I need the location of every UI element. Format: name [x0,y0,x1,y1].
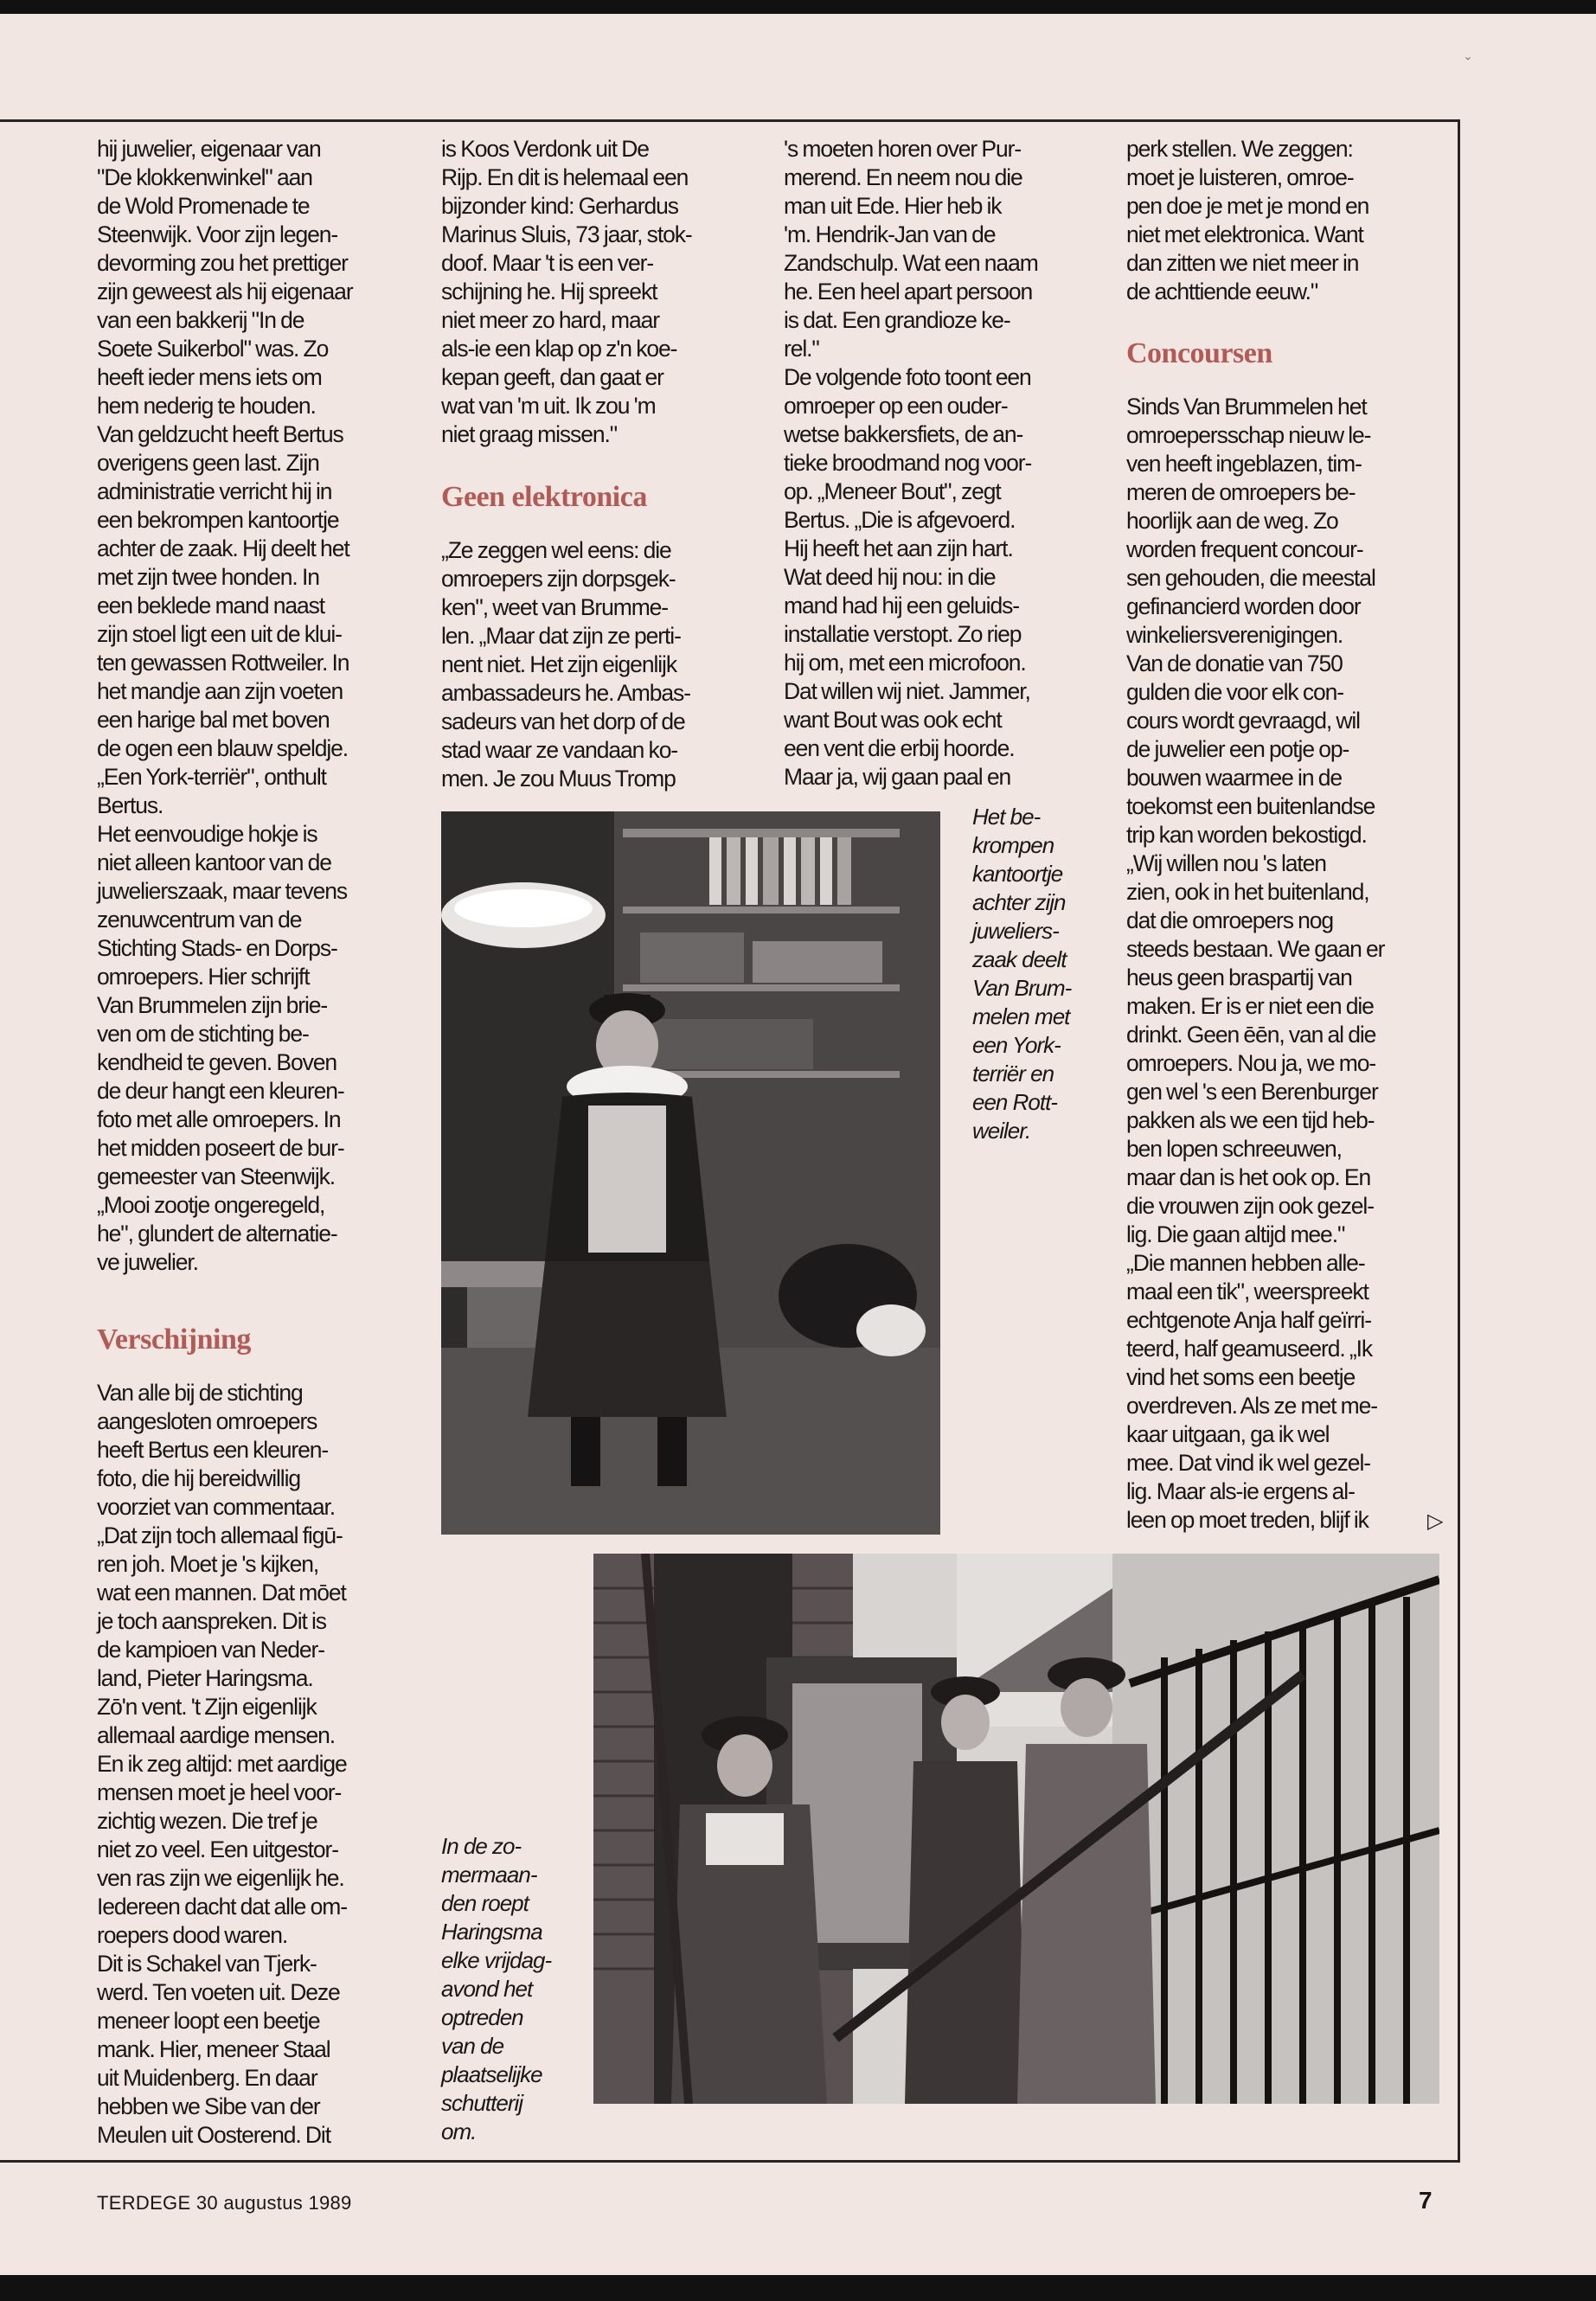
heading-concoursen: Concoursen [1126,337,1272,369]
footer-page-number: 7 [1419,2187,1433,2214]
column-2-text-top: is Koos Verdonk uit De Rijp. En dit is helemaal een bijzonder kind: Gerhardus Marinus Sluis, 73 jaar, stok- doof. Maar 't is een ver- schijning he. Hij spreekt niet meer zo hard, maar als-ie een klap op z'n koe- kepan geeft, dan gaat er wat van 'm uit. Ik zou 'm niet graag missen." [441,136,692,447]
column-1-text-bottom: Van alle bij de stichting aangesloten omroepers heeft Bertus een kleuren- foto, die hij bereidwillig voorziet van commentaar. „Dat zijn toch allemaal figū- ren joh. Moet je 's kijken, wat een mannen. Dat mōet je toch aanspreken. Dit is de kampioen van Neder- land, Pieter Haringsma. Zō'n vent. 't Zijn eigenlijk allemaal aardige mensen. En ik zeg altijd: met aardige mensen moet je heel voor- zichtig wezen. Die tref je niet zo veel. Een uitgestor- ven ras zijn we eigenlijk he. Iedereen dacht dat alle om- roepers dood waren. Dit is Schakel van Tjerk- werd. Ten voeten uit. Deze meneer loopt een beetje mank. Hier, meneer Staal uit Muidenberg. En daar hebben we Sibe van der Meulen uit Oosterend. Dit [97,1380,347,2148]
photo-office-portrait [441,811,940,1535]
column-2-text-bottom: „Ze zeggen wel eens: die omroepers zijn dorpsgek- ken", weet van Brumme- len. „Maar dat zijn ze perti- nent niet. Het zijn eigenlijk ambassadeurs he. Ambas- sadeurs van het dorp of de stad waar ze vandaan ko- men. Je zou Muus Tromp [441,537,690,792]
photo-schutterij [593,1554,1439,2104]
continue-arrow-icon: ▷ [1427,1509,1444,1533]
column-1-text-top: hij juwelier, eigenaar van "De klokkenwinkel" aan de Wold Promenade te Steenwijk. Voor zijn legen- devorming zou het prettiger zijn geweest als hij eigenaar van een bakkerij "In de Soete Suikerbol" was. Zo heeft ieder mens iets om hem nederig te houden. Van geldzucht heeft Bertus overigens geen last. Zijn administratie verricht hij in een bekrompen kantoortje achter de zaak. Hij deelt het met zijn twee honden. In een beklede mand naast zijn stoel ligt een uit de klui- ten gewassen Rottweiler. In het mandje aan zijn voeten een harige bal met boven de ogen een blauw speldje. „Een York-terriër", onthult Bertus. Het eenvoudige hokje is niet alleen kantoor van de juwelierszaak, maar tevens zenuwcentrum van de Stichting Stads- en Dorps- omroepers. Hier schrijft Van Brummelen zijn brie- ven om de stichting be- kendheid te geven. Boven de deur hangt een kleuren- foto met alle omroepers. In het midden poseert de bur- gemeester van Steenwijk. „Mooi zootje ongeregeld, he", glundert de alternatie- ve juwelier. [97,136,353,1275]
scan-bottom-edge [0,2275,1596,2301]
scan-mark: ˇ [1465,55,1471,73]
scan-top-edge [0,0,1596,14]
caption-photo-schutterij: In de zo- mermaan- den roept Haringsma elke vrijdag- avond het optreden van de plaatselijke schutterij om. [441,1833,552,2144]
column-3-text-top: 's moeten horen over Pur- merend. En neem nou die man uit Ede. Hier heb ik 'm. Hendrik-Jan van de Zandschulp. Wat een naam he. Een heel apart persoon is dat. Een grandioze ke- rel." De volgende foto toont een omroeper op een ouder- wetse bakkersfiets, de an- tieke broodmand nog voor- op. „Meneer Bout", zegt Bertus. „Die is afgevoerd. Hij heeft het aan zijn hart. Wat deed hij nou: in die mand had hij een geluids- installatie verstopt. Zo riep hij om, met een microfoon. Dat willen wij niet. Jammer, want Bout was ook echt een vent die erbij hoorde. Maar ja, wij gaan paal en [784,136,1038,790]
heading-verschijning: Verschijning [97,1324,251,1356]
column-4-text-bottom: Sinds Van Brummelen het omroepersschap nieuw le- ven heeft ingeblazen, tim- meren de omroepers be- hoorlijk aan de weg. Zo worden frequent concour- sen gehouden, die meestal gefinancierd worden door winkeliersverenigingen. Van de donatie van 750 gulden die voor elk con- cours wordt gevraagd, wil de juwelier een potje op- bouwen waarmee in de toekomst een buitenlandse trip kan worden bekostigd. „Wij willen nou 's laten zien, ook in het buitenland, dat die omroepers nog steeds bestaan. We gaan er heus geen braspartij van maken. Er is er niet een die drinkt. Geen ēēn, van al die omroepers. Nou ja, we mo- gen wel 's een Berenburger pakken als we een tijd heb- ben lopen schreeuwen, maar dan is het ook op. En die vrouwen zijn ook gezel- lig. Die gaan altijd mee." „Die mannen hebben alle- maal een tik", weerspreekt echtgenote Anja half geïrri- teerd, half geamuseerd. „Ik vind het soms een beetje overdreven. Als ze met me- kaar uitgaan, ga ik wel mee. Dat vind ik wel gezel- lig. Maar als-ie ergens al- leen op moet treden, blijf ik [1126,394,1385,1533]
heading-geen-elektronica: Geen elektronica [441,481,647,513]
column-4-text-top: perk stellen. We zeggen: moet je luisteren, omroe- pen doe je met je mond en niet met elektronica. Want dan zitten we niet meer in de achttiende eeuw." [1126,136,1369,304]
footer-publication: TERDEGE 30 augustus 1989 [97,2192,352,2214]
caption-photo-office: Het be- krompen kantoortje achter zijn juweliers- zaak deelt Van Brum- melen met een York- terriër en een Rott- weiler. [972,804,1072,1144]
